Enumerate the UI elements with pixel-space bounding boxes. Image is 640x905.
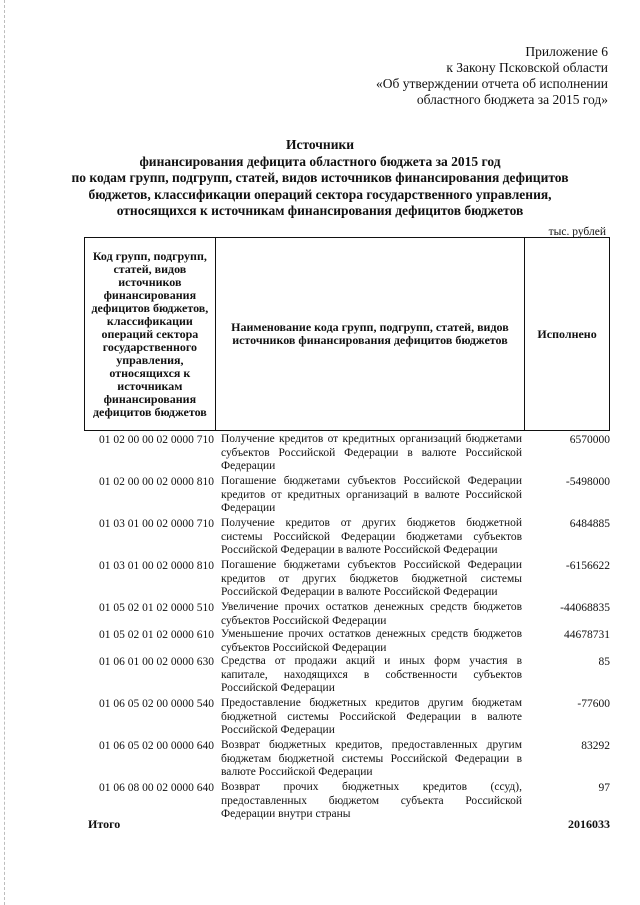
title-line-1: Источники	[285, 137, 355, 152]
total-row	[88, 817, 610, 832]
row-value: -77600	[577, 698, 610, 710]
row-value: 6484885	[569, 518, 610, 530]
table-row	[84, 655, 610, 697]
row-name: Уменьшение прочих остатков денежных средств бюджетов субъектов Российской Федерации	[221, 628, 522, 654]
units-label: тыс. рублей	[548, 226, 606, 238]
total-label: Итого	[88, 817, 121, 831]
table-body	[84, 433, 610, 823]
table-row	[84, 559, 610, 601]
appendix-header	[376, 44, 608, 108]
row-value: -6156622	[565, 560, 610, 572]
table-row	[84, 739, 610, 781]
row-code: 01 03 01 00 02 0000 810	[99, 560, 214, 572]
table-row	[84, 433, 610, 475]
appendix-line-4: областного бюджета за 2015 год»	[416, 92, 608, 107]
row-name: Предоставление бюджетных кредитов другим бюджетам бюджетной системы Российской Федерации в валюте Российской Федерации	[221, 697, 522, 736]
row-code: 01 06 05 02 00 0000 640	[99, 740, 214, 752]
appendix-line-3: «Об утверждении отчета об исполнении	[376, 76, 608, 91]
total-value: 2016033	[568, 817, 610, 831]
row-value: -44068835	[560, 602, 610, 614]
row-name: Получение кредитов от кредитных организаций бюджетами субъектов Российской Федерации в валюте Российской Федерации	[221, 433, 522, 472]
table-row	[84, 517, 610, 559]
row-name: Увеличение прочих остатков денежных средств бюджетов субъектов Российской Федерации	[221, 601, 522, 627]
row-value: 83292	[581, 740, 610, 752]
appendix-line-1: Приложение 6	[525, 44, 608, 59]
header-name: Наименование кода групп, подгрупп, статей, видов источников финансирования дефицитов бюджетов	[215, 238, 524, 431]
table-header	[84, 237, 610, 431]
table-row	[84, 475, 610, 517]
row-code: 01 03 01 00 02 0000 710	[99, 518, 214, 530]
title-line-5: относящихся к источникам финансирования дефицитов бюджетов	[116, 203, 524, 218]
row-code: 01 02 00 00 02 0000 710	[99, 434, 214, 446]
row-value: 44678731	[564, 629, 610, 641]
row-value: 97	[598, 782, 610, 794]
appendix-line-2: к Закону Псковской области	[446, 60, 608, 75]
row-name: Погашение бюджетами субъектов Российской Федерации кредитов от кредитных организаций в валюте Российской Федерации	[221, 475, 522, 514]
row-name: Возврат бюджетных кредитов, предоставленных другим бюджетам бюджетной системы Российской Федерации в валюте Российской Федерации	[221, 739, 522, 778]
header-code: Код групп, подгрупп, статей, видов источников финансирования дефицитов бюджетов, классификации операций сектора государственного управления, относящихся к источникам финансирования дефицитов бюджетов	[85, 238, 216, 431]
row-code: 01 05 02 01 02 0000 610	[99, 629, 214, 641]
table-row	[84, 697, 610, 739]
header-executed: Исполнено	[525, 238, 610, 431]
row-name: Погашение бюджетами субъектов Российской Федерации кредитов от других бюджетов бюджетной системы Российской Федерации в валюте Российской Федерации	[221, 559, 522, 598]
row-name: Получение кредитов от других бюджетов бюджетной системы Российской Федерации бюджетами субъектов Российской Федерации в валюте Российской Федерации	[221, 517, 522, 556]
row-name: Средства от продажи акций и иных форм участия в капитале, находящихся в собственности субъектов Российской Федерации	[221, 655, 522, 694]
row-name: Возврат прочих бюджетных кредитов (ссуд), предоставленных бюджетом субъекта Российской Федерации внутри страны	[221, 781, 522, 820]
document-title	[60, 137, 580, 220]
title-line-3: по кодам групп, подгрупп, статей, видов источников финансирования дефицитов	[71, 170, 569, 185]
row-value: 6570000	[569, 434, 610, 446]
row-code: 01 02 00 00 02 0000 810	[99, 476, 214, 488]
row-code: 01 06 05 02 00 0000 540	[99, 698, 214, 710]
title-line-4: бюджетов, классификации операций сектора государственного управления,	[88, 186, 552, 202]
table-row	[84, 628, 610, 655]
row-code: 01 06 01 00 02 0000 630	[99, 656, 214, 668]
table-row	[84, 601, 610, 628]
row-value: 85	[598, 656, 610, 668]
row-code: 01 05 02 01 02 0000 510	[99, 602, 214, 614]
row-code: 01 06 08 00 02 0000 640	[99, 782, 214, 794]
row-value: -5498000	[565, 476, 610, 488]
title-line-2: финансирования дефицита областного бюджета за 2015 год	[139, 153, 501, 169]
scan-edge	[4, 0, 6, 905]
